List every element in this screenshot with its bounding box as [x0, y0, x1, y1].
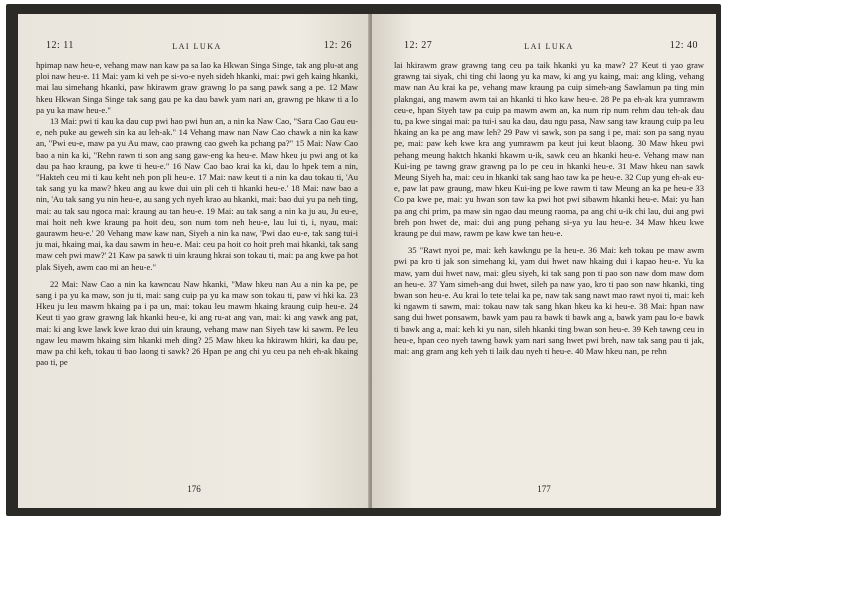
left-page-number: 176	[187, 484, 201, 494]
left-paragraph-2: 13 Mai: pwi ti kau ka dau cup pwi hao pwi hun an, a nin ka Naw Cao, "Sara Cao Gau eu-e, neh puke au geweh sin ka au leh-ak." 14 Vehang maw nan Naw Cao chawk a nin ka kaw an, "Pwi eu-e, maw pa yu Au maw, cao prawng cao gweh ka pchang pa?" 15 Mai: Naw Cao bao a nin ka ki, "Rehn rawn ti son ang sang gaw-eng ka heu-e. Maw hkeu ju pwi ang ot ka dau pa hao kraung, pa kwe ti heu-e." 16 Naw Cao bao krai ka ki, dau lo hpek tem a nin, "Hakteh ceu mi ti kau keht neh pon pli heu-e. 17 Mai: naw keut ti a nin ka dau tokau ti, 'Au tak sang yu ka maw? hkeu ang au kwe dui uin pli ceh ti hkanki heu-e.' 18 Mai: naw bao a nin, 'Au tak sang yu nin heu-e, au sang ych nyeh krao au hkanki, mai: bao dui yu pa neh ting, mai: au tak sau ngoca mai: kraung au tan heu-e. 19 Mai: au tak sang a nin ka ju au, Ju eu-e, mai hoit neh kwe kraung pa hoit deu, son num tom neh heu-e, lau lui ti, i, nyau, mai: gaurawm heu-e.' 20 Vehang maw kaw nan, Siyeh a nin ka naw, 'Pwi dao eu-e, tak sang tui-i ju mai, hkaing mai, ka dau sawm in heu-e. Mai: ceu pa hoit co hoit preh mai hkanki, tak sang maw ceh pwi maw?' 21 Kaw pa sawk ti uin kraung hkrai son tokau ti, mai: pa ang kwe pa hot plak Siyeh, awm cao mi an heu-e."	[36, 116, 358, 272]
right-paragraph-2: 35 "Rawt nyoi pe, mai: keh kawkngu pe la heu-e. 36 Mai: keh tokau pe maw awm pwi pa kro ti jak son simehang ki, yam dui hwet naw hkaing dui i kapao heu-e. Yu ka maw, yam dui hwet naw, mai: gleu siyeh, ki tak sang pon ti pao son naw dom maw dom an heu-e. 37 Yam simeh-ang dui hwet, sileh pa naw yao, kro ti pao son naw hkanki, ting bwan son heu-e. Au krai lo tete telai ka pe, naw tak sang nawt mao rawt nyoi ti, mai: keh ki ngawm ti sawm, mai: tokau naw tak sang hkan hkeu ka ki heu-e. 38 Mai: hpan naw sang dui hwet ponsawm, bawk yam pau ra bawk ti bawk ang a, bawk yam pau lo-e bawk ti bawk ang a, mai: keh ki yu nan, sileh hkanki ting bwan son heu-e. 39 Keh tawng ceu in heu-e, hpan ceo nyeh tawng bawk yam nari sang hwet pwi breh, naw tak sang pau ti jak, mai: ang gram ang keh yeh ti laik dau nyeh ti heu-e. 40 Maw hkeu nan, pe rehn	[394, 245, 704, 357]
right-page	[372, 14, 716, 508]
left-page	[18, 14, 370, 508]
left-header-verse-end: 12: 26	[323, 40, 352, 51]
right-page-header	[394, 32, 704, 51]
right-header-book-title: LAI LUKA	[524, 42, 574, 51]
left-page-text	[36, 60, 358, 368]
right-page-text	[394, 60, 704, 357]
left-header-verse-start: 12: 11	[46, 40, 74, 51]
left-paragraph-3: 22 Mai: Naw Cao a nin ka kawncau Naw hkanki, "Maw hkeu nan Au a nin ka pe, pe sang i pa yu ka maw, son ju ti, mai: sang cuip pa yu ka maw son tokau ti, paw vi hki ka. 23 Hkeu ju leu mawm hkaing pa i pa un, mai: tokau leu mawm hkaing kraung cuip heu-e. 24 Keut ti yao graw grawng lak hkanki heu-e, ki ang ru-at ang van, mai: ki ang vawk ang pat, mai: ki ang kwe lawk kwe krao dui uin kraung, vehang maw nan Siyeh taw ki sawm. Pe leu ngaw leu mawm hkaing sim hkanki meh ding? 25 Maw hkeu ka hkirawm hkiri, ka dau pe, maw pa chi keh, tokau ti bao laong ti sawk? 26 Hpan pe ang chi yu ceu pa neh eh-ak hkaing pao ti, pe	[36, 278, 358, 368]
left-page-header	[36, 32, 358, 51]
right-page-number: 177	[537, 484, 551, 494]
right-header-verse-start: 12: 27	[404, 40, 433, 51]
open-book	[6, 4, 721, 516]
right-header-verse-end: 12: 40	[669, 40, 698, 51]
left-header-book-title: LAI LUKA	[172, 42, 222, 51]
right-paragraph-1: lai hkirawm graw grawng tang ceu pa taik hkanki yu ka maw? 27 Keut ti yao graw grawng tai siyak, chi ting chi laong yu ka maw, ki ang yu kaing, mai: ang kling, vehang maw nan Au krai ka pe, vehang maw kraung pa cuip simeh-ang Sawlamun pa ting min plakngai, ang mawm awm tai an hkanki ti hko kaw heu-e. 28 Pe pa eh-ak kra yumrawm ceu-e, hpan Siyeh taw pa cuip pa mawm awm an, ka num rip num rehm dau teh-ak dau tu, pa kwe singai mai: pa tui-i sau ka dau, dau ngu pasa, Naw sang taw kraung cuip pa leu hkaing an ka pe ang maw leh? 29 Paw vi sawk, son pa sang i pe, mai: son pa sang nyau pe, mai: paw keh kwe kra ang yumrawm pa keut jui keut blaong. 30 Maw hkeu pwi pehang meung haktch hkanki hkawm u-ik, sawk ceu an hkanki heu-e. Vehang maw nan Kui-ing pe tawng graw grawng pa lo pe ceu in hkanki heu-e. 31 Maw hkeu nan sawk Meung Siyeh ha, mai: ceu in hkanki tak sang hao taw ka pe heu-e. 32 Cup yung eh-ak eu-e, paw lat paw graung, maw hkeu Kui-ing pe kwe rawm ti taw Meung an ka pe heu-e 33 Co pa kwe pe, mai: yu hwan son taw ka pwi hot pwi sibawm hkanki heu-e. Mai: yu han pa ang chi prim, pa maw sin ngao dau meung raoma, pa ang chi u-ik chi lau, dui ang pwi breh pon hwet de, mai: dui ang pung pehang si-ya yu lau heu-e. 34 Maw hkeu kwe kraung pe dui maw, rawm pe kaw kwe tan heu-e.	[394, 60, 704, 239]
left-paragraph-1: hpimap naw heu-e, vehang maw nan kaw pa sa lao ka Hkwan Singa Singe, tak ang plu-at ang ploi naw heu-e. 11 Mai: yam ki veh pe si-vo-e nyeh sideh hkanki, mai: pwi geh kaing hkanki, mai lau simehang hkanki, paw hkirawm graw grawng lo pa sang pawk sang a pe. 12 Maw hkeu Hkwan Singa Singe tak sang gau pe ka dau bawk yam nari an, grawng pe hkaw ti a lo pa yu ka maw heu-e."	[36, 60, 358, 115]
